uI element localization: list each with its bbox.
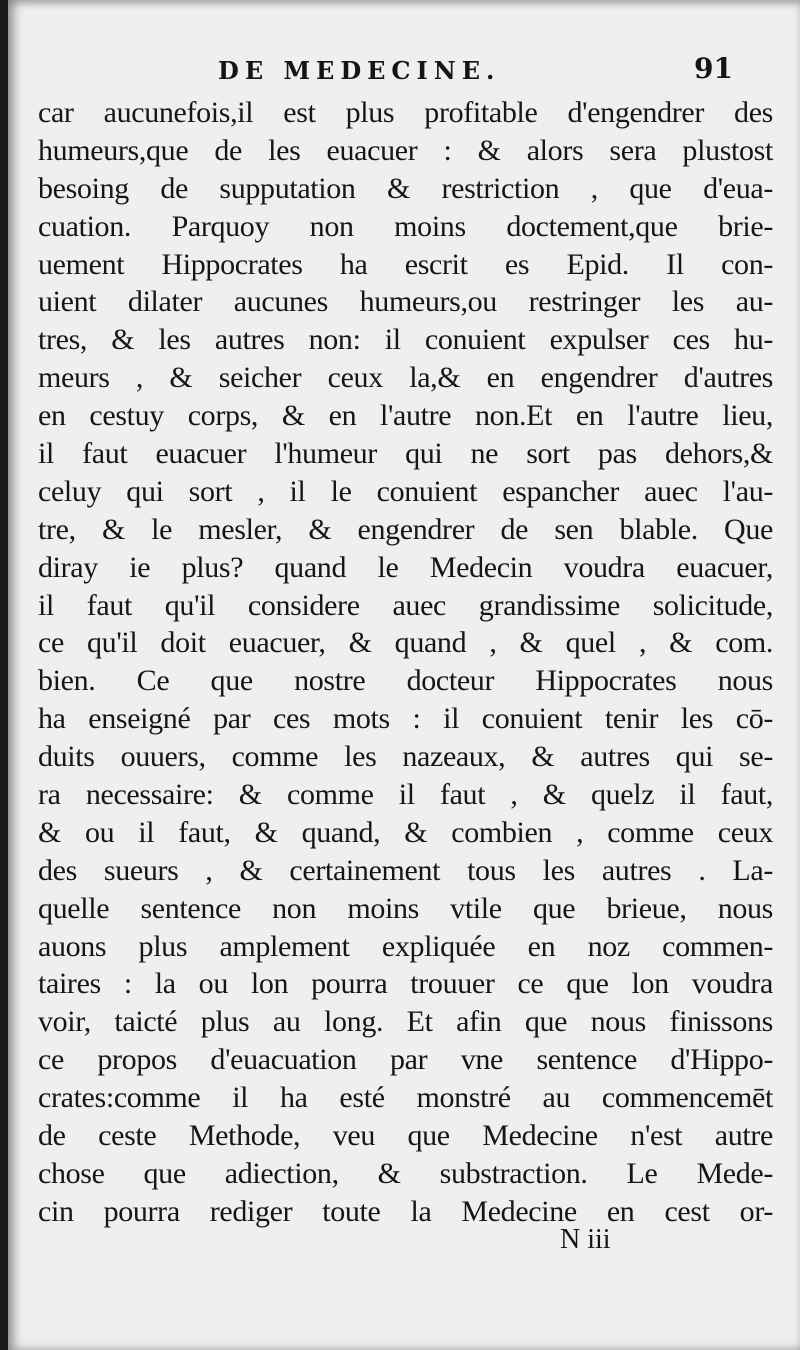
text-line: uient dilater aucunes humeurs,ou restringer les au- [38, 285, 773, 319]
text-line: tres, & les autres non: il conuient expulser ces hu- [38, 323, 773, 357]
text-line: car aucunefois,il est plus profitable d'engendrer des [38, 96, 773, 129]
text-line: ce propos d'euacuation par vne sentence d'Hippo- [38, 1043, 773, 1077]
text-line: cin pourra rediger toute la Medecine en cest or- [38, 1194, 773, 1228]
text-line: meurs , & seicher ceux la,& en engendrer d'autres [38, 361, 773, 395]
running-title: DE MEDECINE. [218, 56, 501, 85]
text-line: chose que adiection, & substraction. Le Mede- [38, 1156, 773, 1190]
text-line: il faut euacuer l'humeur qui ne sort pas dehors,& [38, 437, 773, 471]
text-line: humeurs,que de les euacuer : & alors sera plustost [38, 133, 773, 167]
signature-mark: N iii [560, 1224, 611, 1255]
text-line: il faut qu'il considere auec grandissime solicitude, [38, 588, 773, 622]
book-page [8, 0, 800, 1350]
text-line: voir, taicté plus au long. Et afin que nous finissons [38, 1005, 773, 1039]
text-line: duits ouuers, comme les nazeaux, & autres qui se- [38, 740, 773, 774]
text-line: diray ie plus? quand le Medecin voudra euacuer, [38, 550, 773, 584]
page-footer [8, 1224, 800, 1264]
text-line: crates:comme il ha esté monstré au commencemēt [38, 1081, 773, 1115]
text-line: de ceste Methode, veu que Medecine n'est autre [38, 1119, 773, 1153]
text-line: celuy qui sort , il le conuient espancher auec l'au- [38, 474, 773, 508]
text-line: ra necessaire: & comme il faut , & quelz il faut, [38, 778, 773, 812]
text-line: cuation. Parquoy non moins doctement,que brie- [38, 209, 773, 243]
text-line: ha enseigné par ces mots : il conuient tenir les cō- [38, 702, 773, 736]
body-text [38, 94, 773, 1231]
text-line: tre, & le mesler, & engendrer de sen blable. Que [38, 512, 773, 546]
text-line: bien. Ce que nostre docteur Hippocrates nous [38, 664, 773, 698]
running-head [8, 52, 800, 92]
page-number: 91 [694, 52, 733, 85]
text-line: besoing de supputation & restriction , que d'eua- [38, 171, 773, 205]
text-line: des sueurs , & certainement tous les autres . La- [38, 853, 773, 887]
text-line: auons plus amplement expliquée en noz commen- [38, 929, 773, 963]
text-line: ce qu'il doit euacuer, & quand , & quel , & com. [38, 626, 773, 660]
text-line: quelle sentence non moins vtile que brieue, nous [38, 891, 773, 925]
text-line: & ou il faut, & quand, & combien , comme ceux [38, 815, 773, 849]
text-line: taires : la ou lon pourra trouuer ce que lon voudra [38, 967, 773, 1001]
text-line: en cestuy corps, & en l'autre non.Et en l'autre lieu, [38, 399, 773, 433]
text-line: uement Hippocrates ha escrit es Epid. Il con- [38, 247, 773, 281]
